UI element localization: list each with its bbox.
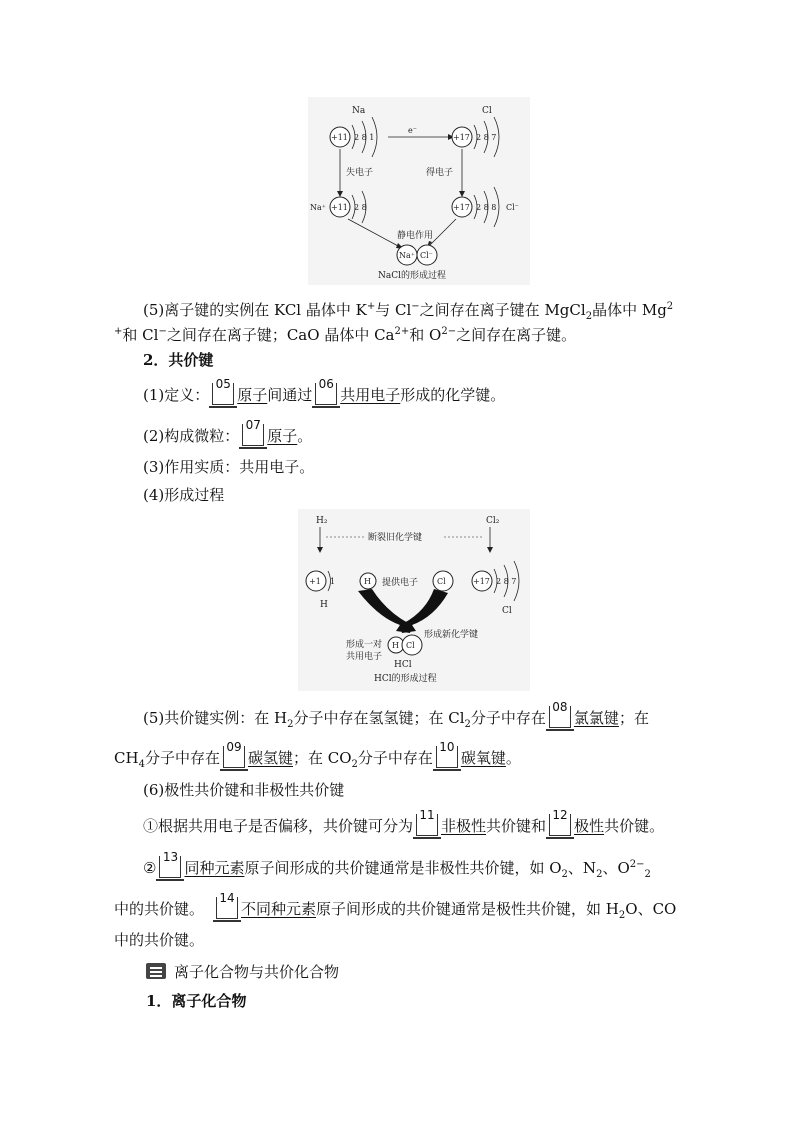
covalent-bond-heading — [0, 350, 794, 370]
answer-number: 07 — [243, 419, 263, 431]
answer-text: 非极性 — [441, 817, 487, 835]
definition-text: 间通过 — [267, 386, 313, 404]
cl-label: Cl — [482, 106, 492, 116]
section-list-icon — [146, 963, 166, 979]
section-title — [0, 962, 794, 982]
ionic-example-text: (5)离子键的实例在 KCl 晶体中 K — [143, 301, 367, 319]
nacl-formation-figure — [308, 97, 530, 285]
example-text: ；在 CO — [292, 749, 352, 767]
form-pair-label-2: 共用电子 — [346, 652, 383, 662]
definition-line — [0, 377, 794, 405]
definition-text: 形成的化学键。 — [400, 386, 506, 404]
hcl-caption: HCl的形成过程 — [374, 674, 437, 684]
essence-line — [0, 457, 794, 477]
na-ion-nucleus: +11 — [331, 203, 348, 212]
particle-text: 。 — [297, 427, 313, 445]
polar-text: 、N — [567, 859, 597, 877]
h-label: H — [320, 600, 328, 610]
superscript: + — [366, 301, 376, 312]
answer-text: 不同种元素 — [241, 900, 317, 918]
lose-electron-label: 失电子 — [346, 168, 374, 178]
subscript: 2 — [596, 869, 603, 880]
cl-ion-label: Cl⁻ — [506, 203, 519, 212]
example-text: CH — [114, 749, 139, 767]
superscript: 2 — [666, 301, 674, 312]
product-cl-ion: Cl⁻ — [420, 251, 433, 260]
polar-text: 中的共价键。 — [114, 931, 205, 949]
superscript: 2+ — [394, 326, 410, 337]
polar-line-2 — [0, 850, 794, 885]
answer-text: 碳氧键 — [460, 749, 506, 767]
example-text: 分子中存在 — [470, 709, 546, 727]
answer-text: 共用电子 — [340, 386, 401, 404]
superscript: 2− — [441, 326, 457, 337]
ionic-example-text: 晶体中 Mg — [592, 301, 667, 319]
hcl-cl-shells: 2 8 7 — [496, 577, 517, 586]
answer-text: 原子 — [267, 427, 298, 445]
answer-number: 14 — [217, 892, 237, 904]
cl-label: Cl — [502, 606, 512, 616]
answer-text: 同种元素 — [184, 859, 245, 877]
ionic-compound-heading — [0, 991, 794, 1011]
answer-number: 09 — [224, 741, 244, 753]
answer-number: 12 — [550, 809, 570, 821]
provide-electron-label: 提供电子 — [382, 578, 419, 588]
answer-number: 11 — [417, 809, 437, 821]
cl-ion-shells: 2 8 8 — [476, 203, 497, 212]
example-text: (5)共价键实例：在 H — [143, 709, 288, 727]
subscript: 2 — [464, 719, 471, 730]
cl-ion-nucleus: +17 — [453, 203, 470, 212]
subscript: 4 — [138, 759, 145, 770]
answer-text: 碳氢键 — [247, 749, 293, 767]
answer-box-08 — [549, 700, 571, 728]
answer-number: 13 — [160, 851, 180, 863]
answer-text: 氯氯键 — [573, 709, 619, 727]
cl-shells: 2 8 7 — [476, 133, 497, 142]
example-text: ；在 — [618, 709, 649, 727]
superscript: 2− — [629, 859, 645, 870]
subscript: 2 — [561, 869, 568, 880]
section-title-text: 离子化合物与共价化合物 — [174, 963, 340, 981]
polar-text: 共价键。 — [604, 817, 665, 835]
polar-text: 共价键和 — [486, 817, 547, 835]
hcl-label: HCl — [394, 660, 412, 670]
ionic-example-text: 和 Cl — [122, 326, 159, 344]
covalent-example-line-2 — [0, 740, 794, 775]
form-pair-label-1: 形成一对 — [346, 640, 383, 650]
subscript: 2 — [351, 759, 358, 770]
subscript: 2 — [585, 311, 593, 322]
answer-box-05 — [212, 377, 234, 405]
polar-text: ② — [143, 859, 157, 877]
heading-text: 2．共价键 — [143, 351, 214, 369]
break-bond-label: 断裂旧化学键 — [368, 533, 423, 543]
particle-line — [0, 418, 794, 446]
superscript: − — [158, 326, 167, 337]
polar-text: ①根据共用电子是否偏移，共价键可分为 — [143, 817, 414, 835]
ionic-example-text: 和 O — [409, 326, 442, 344]
example-text: 分子中存在 — [144, 749, 220, 767]
h-nucleus: +1 — [309, 577, 321, 586]
answer-text: 原子 — [237, 386, 268, 404]
heading-text: 1．离子化合物 — [146, 992, 247, 1010]
cl-nucleus: +17 — [453, 133, 470, 142]
subscript: 2 — [644, 869, 651, 880]
ionic-example-text: 之间存在离子键。 — [456, 326, 577, 344]
hcl-cl: Cl — [406, 641, 415, 650]
hcl-h: H — [392, 641, 399, 650]
answer-box-12 — [549, 808, 571, 836]
answer-box-10 — [436, 740, 458, 768]
polar-heading — [0, 780, 794, 800]
polar-line-4 — [0, 930, 794, 950]
gain-electron-label: 得电子 — [426, 168, 454, 178]
na-ion-label: Na⁺ — [310, 203, 326, 212]
process-text: (4)形成过程 — [143, 486, 225, 504]
example-text: 分子中存在氢氢键；在 Cl — [293, 709, 465, 727]
ionic-example-line-2 — [0, 322, 794, 345]
polar-text: 原子间形成的共价键通常是极性共价键，如 H — [316, 900, 619, 918]
definition-label: (1)定义： — [143, 386, 210, 404]
cl-dot-symbol: Cl — [437, 577, 446, 586]
hcl-formation-figure — [298, 509, 530, 691]
example-text: 。 — [505, 749, 521, 767]
electron-label: e⁻ — [408, 126, 417, 135]
na-shells: 2 8 1 — [354, 133, 375, 142]
superscript: + — [114, 326, 123, 337]
particle-label: (2)构成微粒： — [143, 427, 240, 445]
ionic-example-text: 与 Cl — [375, 301, 412, 319]
essence-text: (3)作用实质：共用电子。 — [143, 458, 315, 476]
answer-box-11 — [416, 808, 438, 836]
nacl-caption: NaCl的形成过程 — [378, 271, 447, 281]
answer-text: 极性 — [574, 817, 605, 835]
answer-number: 05 — [213, 378, 233, 390]
process-line — [0, 485, 794, 505]
ionic-example-text: 之间存在离子键在 MgCl — [419, 301, 586, 319]
electrostatic-label: 静电作用 — [397, 231, 434, 241]
cl2-label: Cl₂ — [486, 516, 500, 526]
answer-box-09 — [223, 740, 245, 768]
polar-line-1 — [0, 808, 794, 836]
polar-line-3 — [0, 891, 794, 926]
example-text: 分子中存在 — [357, 749, 433, 767]
answer-box-06 — [315, 377, 337, 405]
answer-number: 06 — [316, 378, 336, 390]
polar-text: 、O — [602, 859, 630, 877]
hcl-cl-nucleus: +17 — [473, 577, 490, 586]
polar-text: O、CO — [625, 900, 677, 918]
product-na-ion: Na⁺ — [399, 251, 415, 260]
subscript: 2 — [618, 910, 626, 921]
answer-box-13 — [159, 850, 181, 878]
na-nucleus: +11 — [331, 133, 348, 142]
answer-number: 10 — [437, 741, 457, 753]
polar-text: 中的共价键。 — [114, 900, 205, 918]
ionic-example-text: 之间存在离子键；CaO 晶体中 Ca — [166, 326, 395, 344]
polar-heading-text: (6)极性共价键和非极性共价键 — [143, 781, 345, 799]
covalent-example-line-1 — [0, 700, 794, 735]
polar-text: 原子间形成的共价键通常是非极性共价键，如 O — [244, 859, 562, 877]
h-shell: 1 — [330, 577, 336, 586]
na-label: Na — [352, 106, 366, 116]
subscript: 2 — [287, 719, 294, 730]
form-new-bond-label: 形成新化学键 — [424, 630, 479, 640]
superscript: − — [411, 301, 420, 312]
h-dot-symbol: H — [364, 577, 371, 586]
answer-box-07 — [242, 418, 264, 446]
h2-label: H₂ — [316, 516, 328, 526]
answer-number: 08 — [550, 701, 570, 713]
na-ion-shells: 2 8 — [354, 203, 367, 212]
answer-box-14 — [216, 891, 238, 919]
